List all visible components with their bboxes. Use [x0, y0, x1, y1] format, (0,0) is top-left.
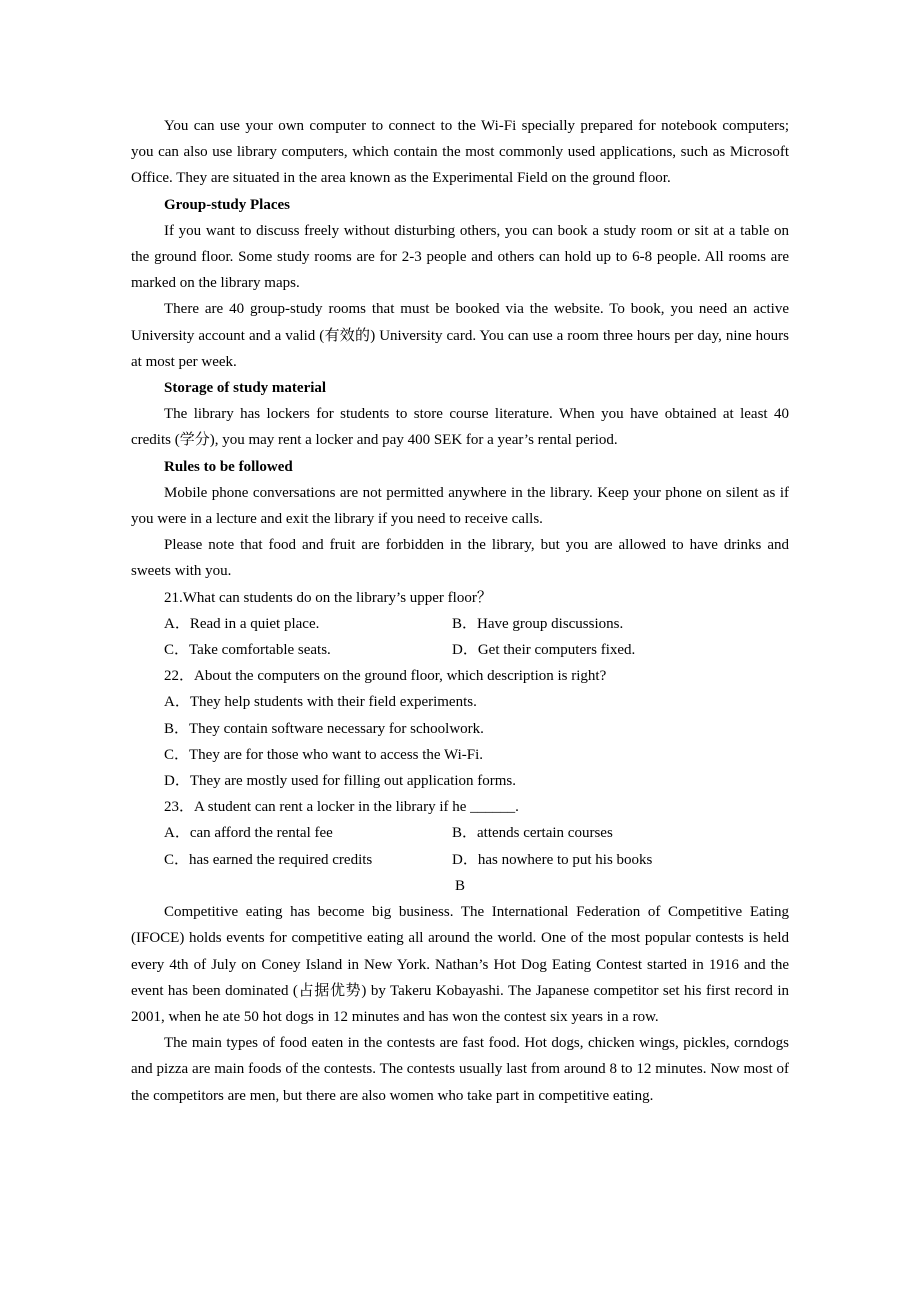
section-b-label: B — [454, 877, 465, 894]
question-23-stem: 23．A student can rent a locker in the library if he ______. — [164, 799, 519, 816]
question-21-option-c: C．Take comfortable seats. — [164, 642, 331, 659]
computers-paragraph: You can use your own computer to connect to the Wi-Fi specially prepared for notebook computers; you can also use library computers, which contain the most commonly used applications, such as Microsoft Office. They are situated in the area known as the Experimental Field on the ground floor. — [131, 118, 789, 187]
rules-paragraph-2: Please note that food and fruit are forbidden in the library, but you are allowed to have drinks and sweets with you. — [131, 537, 789, 580]
question-23-option-a: A．can afford the rental fee — [164, 825, 333, 842]
question-22-option-c: C．They are for those who want to access the Wi-Fi. — [164, 746, 484, 763]
section-b-paragraph-1: Competitive eating has become big business. The International Federation of Competitive Eating (IFOCE) holds events for competitive eating all around the world. One of the most popular contests is held every 4th of July on Coney Island in New York. Nathan’s Hot Dog Eating Contest started in 1916 and the event has been dominated (占据优势) by Takeru Kobayashi. The Japanese competitor set his first record in 2001, when he ate 50 hot dogs in 12 minutes and has won the contest six years in a row. — [131, 904, 789, 1025]
question-23-option-d: D．has nowhere to put his books — [452, 851, 653, 868]
question-21-option-a: A．Read in a quiet place. — [164, 615, 320, 632]
group-study-paragraph-1: If you want to discuss freely without disturbing others, you can book a study room or sit at a table on the ground floor. Some study rooms are for 2-3 people and others can hold up to 6-8 people. All rooms are marked on the library maps. — [131, 222, 789, 292]
storage-heading: Storage of study material — [164, 380, 327, 397]
question-22-option-d: D．They are mostly used for filling out application forms. — [164, 773, 517, 790]
document-page — [131, 113, 789, 1109]
question-23-options-row-2 — [131, 847, 789, 873]
question-21-stem: 21.What can students do on the library’s upper floor？ — [164, 589, 492, 606]
question-21-option-b: B．Have group discussions. — [452, 615, 624, 632]
group-study-paragraph-2: There are 40 group-study rooms that must be booked via the website. To book, you need an active University account and a valid (有效的) University card. You can use a room three hours per day, nine hours at most per week. — [131, 301, 789, 370]
storage-paragraph: The library has lockers for students to store course literature. When you have obtained at least 40 credits (学分), you may rent a locker and pay 400 SEK for a year’s rental period. — [131, 406, 789, 449]
rules-paragraph-1: Mobile phone conversations are not permitted anywhere in the library. Keep your phone on silent as if you were in a lecture and exit the library if you need to receive calls. — [131, 484, 789, 528]
question-21-option-d: D．Get their computers fixed. — [452, 642, 636, 659]
question-21-options-row-1 — [131, 611, 789, 637]
question-23-option-b: B．attends certain courses — [452, 825, 613, 842]
question-23-option-c: C．has earned the required credits — [164, 851, 373, 868]
question-23-options-row-1 — [131, 820, 789, 846]
section-b-paragraph-2: The main types of food eaten in the contests are fast food. Hot dogs, chicken wings, pickles, corndogs and pizza are main foods of the contests. The contests usually last from around 8 to 12 minutes. Now most of the competitors are men, but there are also women who take part in competitive eating. — [131, 1035, 789, 1104]
group-study-heading: Group-study Places — [164, 196, 290, 213]
question-21-options-row-2 — [131, 637, 789, 663]
question-22-option-b: B．They contain software necessary for schoolwork. — [164, 720, 484, 737]
question-22-option-a: A．They help students with their field experiments. — [164, 694, 477, 711]
rules-heading: Rules to be followed — [164, 458, 293, 475]
question-22-stem: 22．About the computers on the ground floor, which description is right? — [164, 668, 607, 685]
